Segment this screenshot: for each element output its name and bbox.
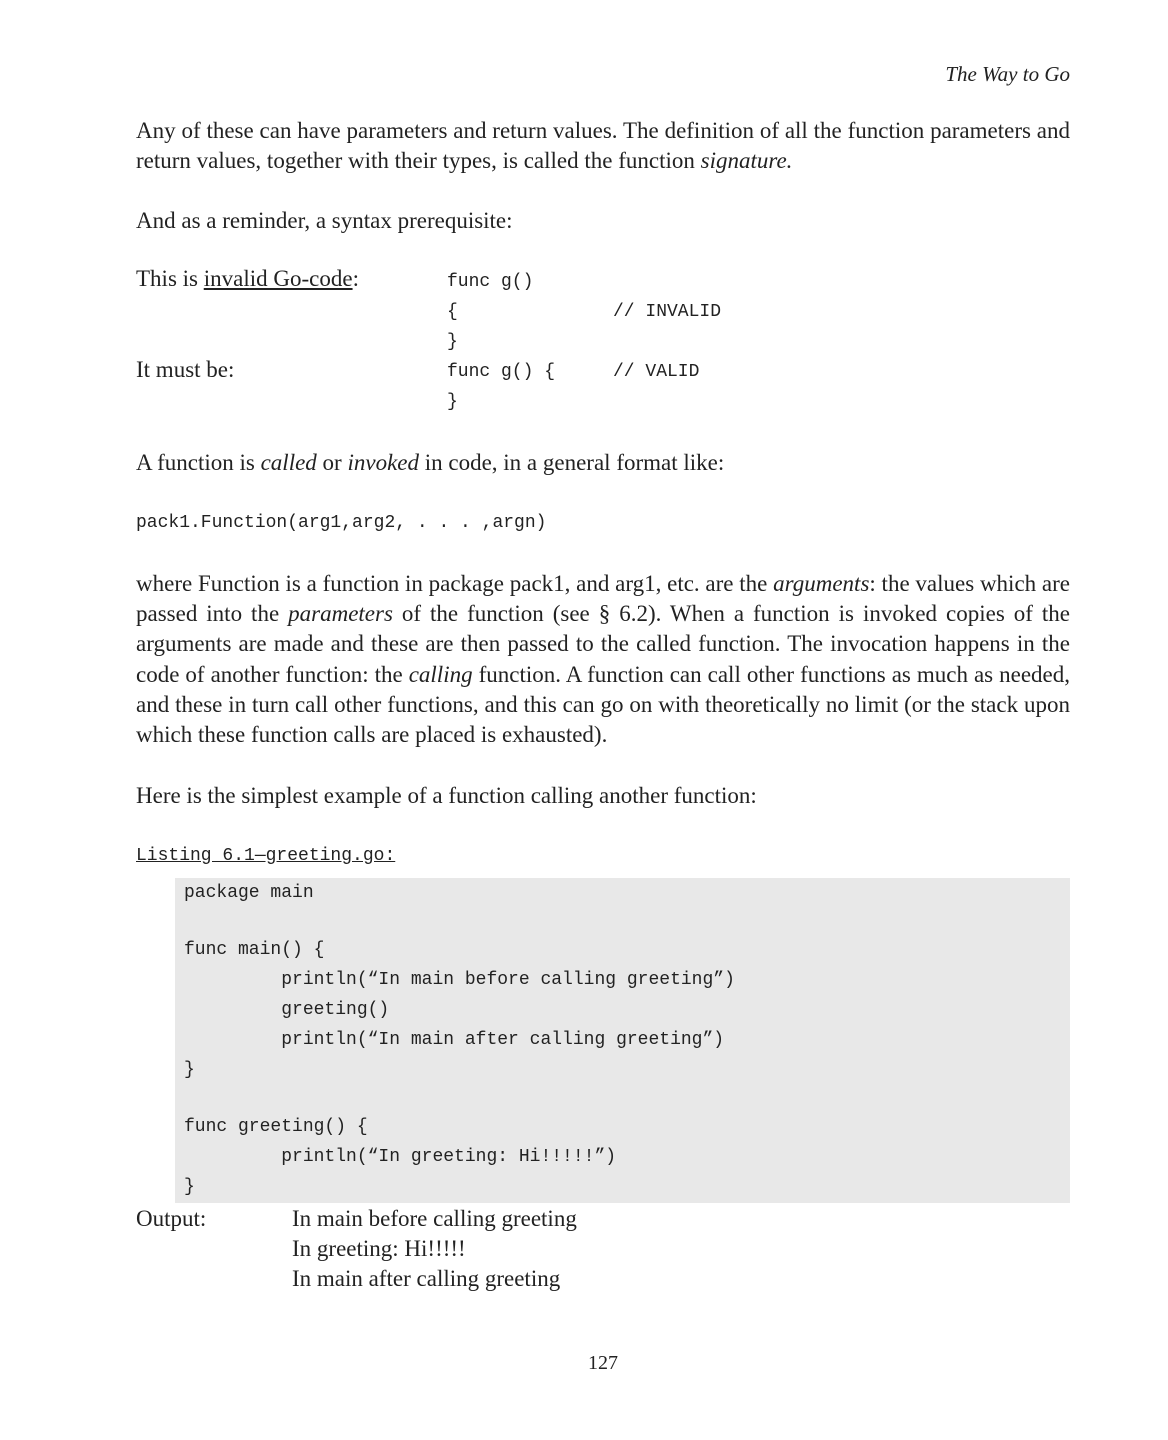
emphasis-called: called bbox=[260, 450, 317, 475]
valid-code-line-1: func g() { bbox=[447, 362, 556, 382]
text: A function is bbox=[136, 450, 261, 475]
paragraph-reminder: And as a reminder, a syntax prerequisite: bbox=[136, 208, 513, 233]
paragraph-arguments bbox=[136, 569, 1070, 750]
emphasis-arguments: arguments bbox=[773, 571, 870, 596]
running-header: The Way to Go bbox=[945, 62, 1070, 86]
output-line: In main before calling greeting bbox=[292, 1206, 577, 1231]
emphasis-parameters: parameters bbox=[288, 601, 393, 627]
valid-comment: // VALID bbox=[613, 362, 700, 382]
invalid-code-line-3: } bbox=[447, 332, 458, 352]
code-line: println(“In main before calling greeting”) bbox=[184, 970, 735, 990]
text: where Function is a function in package pack1, and arg1, etc. are the bbox=[136, 571, 774, 596]
code-line: println(“In main after calling greeting”) bbox=[184, 1030, 725, 1050]
text: or bbox=[316, 450, 348, 475]
invalid-comment: // INVALID bbox=[613, 302, 722, 322]
paragraph-example-intro: Here is the simplest example of a function calling another function: bbox=[136, 783, 757, 808]
paragraph-text: Any of these can have parameters and return values. The definition of all the function parameters and return values, together with their types, is called the function bbox=[136, 118, 1070, 174]
emphasis-calling: calling bbox=[408, 661, 473, 687]
code-line: greeting() bbox=[184, 1000, 390, 1020]
text: function. A function can call other functions as much as needed, and these in turn call other functions, and this can go on with theoretically no limit (or the stack upon which these function calls are placed is exhausted). bbox=[136, 661, 1070, 748]
label-text: This is bbox=[136, 266, 204, 291]
valid-label: It must be: bbox=[136, 357, 235, 382]
output-line: In main after calling greeting bbox=[292, 1266, 561, 1291]
emphasis-invoked: invoked bbox=[347, 450, 419, 475]
code-line: } bbox=[184, 1060, 195, 1080]
invalid-code-line-2: { bbox=[447, 302, 458, 322]
invalid-go-code-term: invalid Go-code bbox=[203, 266, 353, 291]
paragraph-invocation bbox=[136, 448, 1070, 478]
code-line: println(“In greeting: Hi!!!!!”) bbox=[184, 1147, 617, 1167]
code-line: package main bbox=[184, 883, 314, 903]
text: of the function (see § 6.2). When a function is invoked copies of the arguments are made and these are then passed to the called function. The invocation happens in the code of another function: the bbox=[136, 601, 1071, 687]
page-number: 127 bbox=[588, 1352, 618, 1374]
text: in code, in a general format like: bbox=[418, 450, 725, 475]
code-listing bbox=[175, 878, 1070, 1203]
invalid-label bbox=[136, 266, 359, 292]
text: : the values which are passed into the bbox=[136, 571, 1070, 627]
output-label: Output: bbox=[136, 1206, 207, 1231]
code-line: func greeting() { bbox=[184, 1117, 368, 1137]
call-format-code: pack1.Function(arg1,arg2, . . . ,argn) bbox=[136, 513, 547, 533]
invalid-code-line-1: func g() bbox=[447, 272, 534, 292]
output-line: In greeting: Hi!!!!! bbox=[292, 1236, 466, 1261]
code-line: } bbox=[184, 1177, 195, 1197]
emphasis-signature: signature. bbox=[700, 148, 793, 174]
code-line: func main() { bbox=[184, 940, 325, 960]
paragraph-signature bbox=[136, 116, 1070, 176]
valid-code-line-2: } bbox=[447, 392, 458, 412]
listing-caption: Listing 6.1—greeting.go: bbox=[136, 846, 396, 866]
label-colon: : bbox=[352, 266, 359, 291]
